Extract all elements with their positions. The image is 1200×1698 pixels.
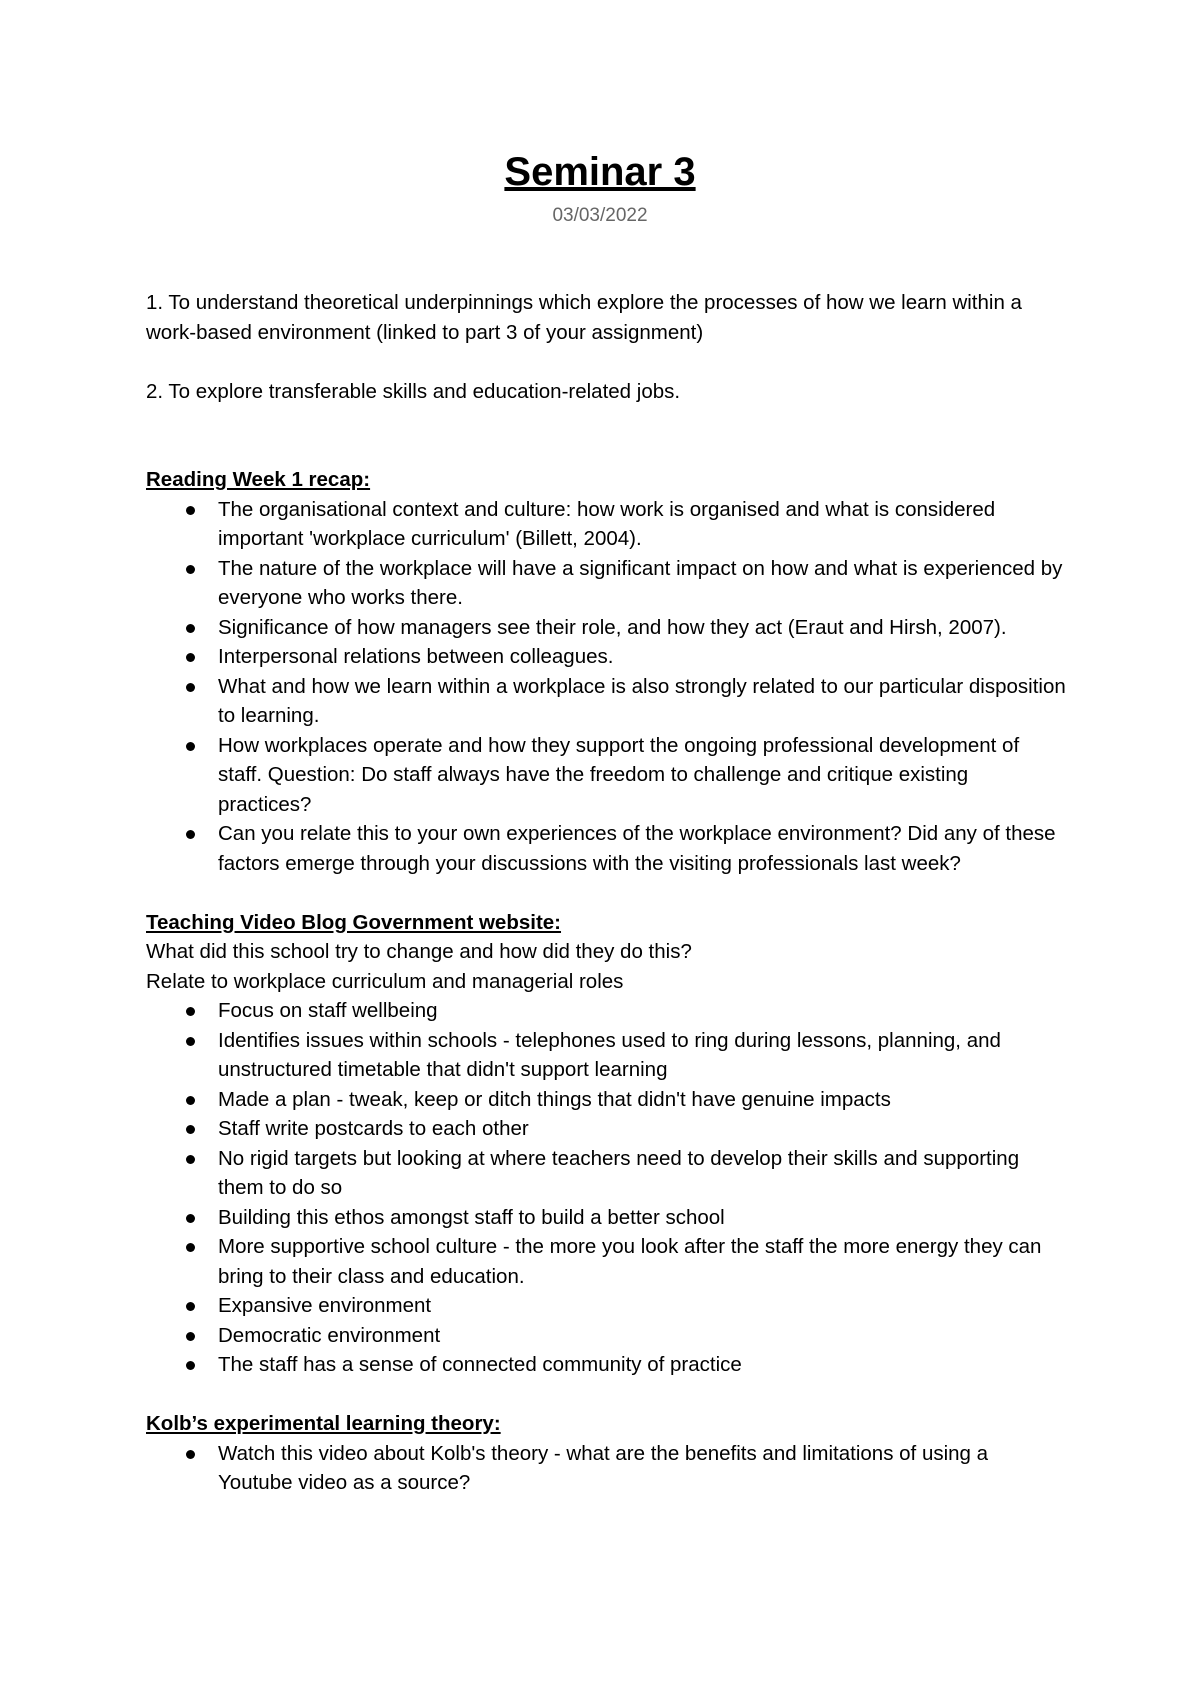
list-item: Can you relate this to your own experiences of the workplace environment? Did any of these factors emerge through your discussions with the visiting professionals last week? xyxy=(146,819,1066,878)
section-heading-teaching-video-blog: Teaching Video Blog Government website: xyxy=(146,910,562,934)
reading-recap-list xyxy=(146,495,1066,879)
list-item: Identifies issues within schools - telephones used to ring during lessons, planning, and unstructured timetable that didn't support learning xyxy=(146,1026,1066,1085)
bullet-icon xyxy=(186,624,195,633)
section-intro-line: What did this school try to change and how did they do this? xyxy=(146,940,692,963)
objective-1: 1. To understand theoretical underpinnings which explore the processes of how we learn within a work-based environment (linked to part 3 of your assignment) xyxy=(146,291,1022,344)
list-item: How workplaces operate and how they support the ongoing professional development of staff. Question: Do staff always have the freedom to challenge and critique existing practices? xyxy=(146,731,1066,820)
bullet-icon xyxy=(186,1096,195,1105)
bullet-icon xyxy=(186,1332,195,1341)
list-item: No rigid targets but looking at where teachers need to develop their skills and supporting them to do so xyxy=(146,1144,1066,1203)
bullet-icon xyxy=(186,1037,195,1046)
bullet-icon xyxy=(186,1007,195,1016)
bullet-icon xyxy=(186,1361,195,1370)
section-heading-reading-recap: Reading Week 1 recap: xyxy=(146,468,371,491)
list-item: The staff has a sense of connected community of practice xyxy=(146,1350,1066,1380)
bullet-icon xyxy=(186,653,195,662)
document-date: 03/03/2022 xyxy=(552,205,648,226)
list-item: Building this ethos amongst staff to build a better school xyxy=(146,1203,1066,1233)
list-item: Focus on staff wellbeing xyxy=(146,996,1066,1026)
list-item: Significance of how managers see their role, and how they act (Eraut and Hirsh, 2007). xyxy=(146,613,1066,643)
bullet-icon xyxy=(186,506,195,515)
teaching-video-list xyxy=(146,996,1066,1380)
document-body xyxy=(146,288,1066,1498)
bullet-icon xyxy=(186,1125,195,1134)
list-item: What and how we learn within a workplace is also strongly related to our particular disposition to learning. xyxy=(146,672,1066,731)
list-item: Democratic environment xyxy=(146,1321,1066,1351)
list-item: Expansive environment xyxy=(146,1291,1066,1321)
section-intro-line: Relate to workplace curriculum and managerial roles xyxy=(146,969,624,993)
bullet-icon xyxy=(186,830,195,839)
page-title: Seminar 3 xyxy=(504,150,696,194)
bullet-icon xyxy=(186,683,195,692)
list-item: Made a plan - tweak, keep or ditch things that didn't have genuine impacts xyxy=(146,1085,1066,1115)
list-item: The nature of the workplace will have a significant impact on how and what is experienced by everyone who works there. xyxy=(146,554,1066,613)
objective-2: 2. To explore transferable skills and education-related jobs. xyxy=(146,379,681,403)
section-heading-kolb: Kolb’s experimental learning theory: xyxy=(146,1412,501,1435)
bullet-icon xyxy=(186,1243,195,1252)
list-item: Staff write postcards to each other xyxy=(146,1114,1066,1144)
list-item: More supportive school culture - the more you look after the staff the more energy they can bring to their class and education. xyxy=(146,1232,1066,1291)
list-item: The organisational context and culture: how work is organised and what is considered important 'workplace curriculum' (Billett, 2004). xyxy=(146,495,1066,554)
bullet-icon xyxy=(186,1214,195,1223)
kolb-list xyxy=(146,1439,1066,1498)
bullet-icon xyxy=(186,565,195,574)
list-item: Watch this video about Kolb's theory - what are the benefits and limitations of using a Youtube video as a source? xyxy=(146,1439,1066,1498)
bullet-icon xyxy=(186,742,195,751)
bullet-icon xyxy=(186,1302,195,1311)
list-item: Interpersonal relations between colleagues. xyxy=(146,642,1066,672)
bullet-icon xyxy=(186,1155,195,1164)
bullet-icon xyxy=(186,1450,195,1459)
